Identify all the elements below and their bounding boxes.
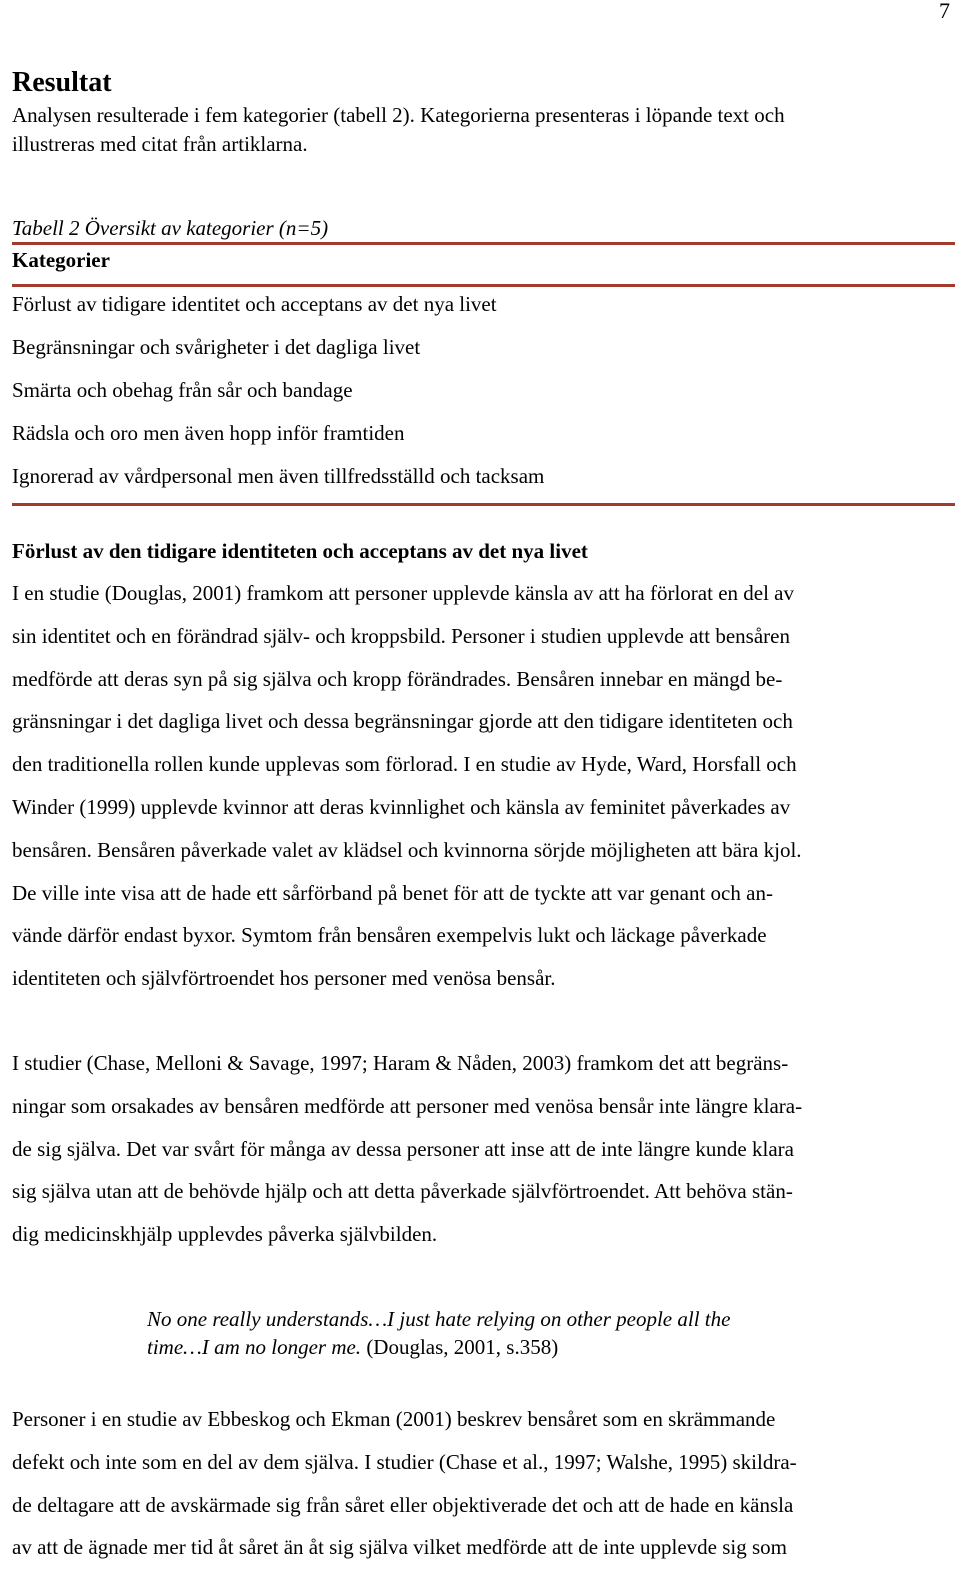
text-line: Winder (1999) upplevde kvinnor att deras kvinnlighet och känsla av feminitet påverkades av (12, 794, 791, 819)
category-table-body (12, 290, 544, 505)
category-row: Rädsla och oro men även hopp inför framtiden (12, 421, 405, 445)
table-bottom-rule (12, 503, 955, 506)
table-top-rule (12, 242, 955, 245)
category-row: Smärta och obehag från sår och bandage (12, 378, 353, 402)
paragraph-1 (12, 572, 956, 1000)
category-row: Förlust av tidigare identitet och acceptans av det nya livet (12, 292, 497, 316)
block-quote (147, 1305, 867, 1361)
text-line: sig själva utan att de behövde hjälp och att detta påverkade självförtroendet. Att behöva stän- (12, 1179, 793, 1204)
category-row: Begränsningar och svårigheter i det dagliga livet (12, 335, 421, 359)
text-line: den traditionella rollen kunde upplevas som förlorad. I en studie av Hyde, Ward, Horsfall och (12, 752, 797, 777)
paragraph-2 (12, 1042, 956, 1256)
text-line: identiteten och självförtroendet hos personer med venösa bensår. (12, 966, 556, 991)
text-line: vände därför endast byxor. Symtom från bensåren exempelvis lukt och läckage påverkade (12, 923, 767, 948)
text-line: bensåren. Bensåren påverkade valet av klädsel och kvinnorna sörjde möjligheten att bära kjol. (12, 837, 802, 862)
text-line: av att de ägnade mer tid åt såret än åt sig själva vilket medförde att de inte upplevde sig som (12, 1535, 788, 1560)
intro-line: Analysen resulterade i fem kategorier (tabell 2). Kategorierna presenteras i löpande text och (12, 103, 785, 127)
text-line: de deltagare att de avskärmade sig från såret eller objektiverade det och att de hade en känsla (12, 1492, 794, 1517)
table-header-rule (12, 284, 955, 287)
category-row: Ignorerad av vårdpersonal men även tillfredsställd och tacksam (12, 464, 545, 488)
quote-line: No one really understands…I just hate relying on other people all the (147, 1307, 731, 1331)
text-line: Personer i en studie av Ebbeskog och Ekman (2001) beskrev bensåret som en skrämmande (12, 1407, 776, 1431)
quote-line: time…I am no longer me. (147, 1335, 362, 1359)
intro-line: illustreras med citat från artiklarna. (12, 132, 308, 156)
text-line: gränsningar i det dagliga livet och dessa begränsningar gjorde att den tidigare identiteten och (12, 709, 793, 734)
section-heading: Resultat (12, 67, 112, 98)
page-number: 7 (939, 0, 950, 23)
text-line: dig medicinskhjälp upplevdes påverka självbilden. (12, 1222, 438, 1247)
text-line: de sig själva. Det var svårt för många av dessa personer att inse att de inte längre kunde klara (12, 1136, 794, 1161)
subsection-title: Förlust av den tidigare identiteten och acceptans av det nya livet (12, 539, 588, 563)
text-line: defekt och inte som en del av dem själva. I studier (Chase et al., 1997; Walshe, 1995) skildra- (12, 1449, 797, 1474)
table-column-header: Kategorier (12, 248, 110, 272)
paragraph-3 (12, 1398, 956, 1569)
table-caption: Tabell 2 Översikt av kategorier (n=5) (12, 216, 329, 240)
text-line: De ville inte visa att de hade ett sårförband på benet för att de tyckte att var genant och an- (12, 880, 773, 905)
quote-citation: (Douglas, 2001, s.358) (366, 1335, 559, 1359)
intro-paragraph (12, 101, 952, 159)
text-line: sin identitet och en förändrad själv- och kroppsbild. Personer i studien upplevde att bensåren (12, 623, 790, 648)
text-line: medförde att deras syn på sig själva och kropp förändrades. Bensåren innebar en mängd be- (12, 666, 783, 691)
text-line: I en studie (Douglas, 2001) framkom att personer upplevde känsla av att ha förlorat en del av (12, 581, 794, 605)
text-line: ningar som orsakades av bensåren medförde att personer med venösa bensår inte längre klara- (12, 1093, 803, 1118)
text-line: I studier (Chase, Melloni & Savage, 1997; Haram & Nåden, 2003) framkom det att begräns- (12, 1051, 789, 1075)
